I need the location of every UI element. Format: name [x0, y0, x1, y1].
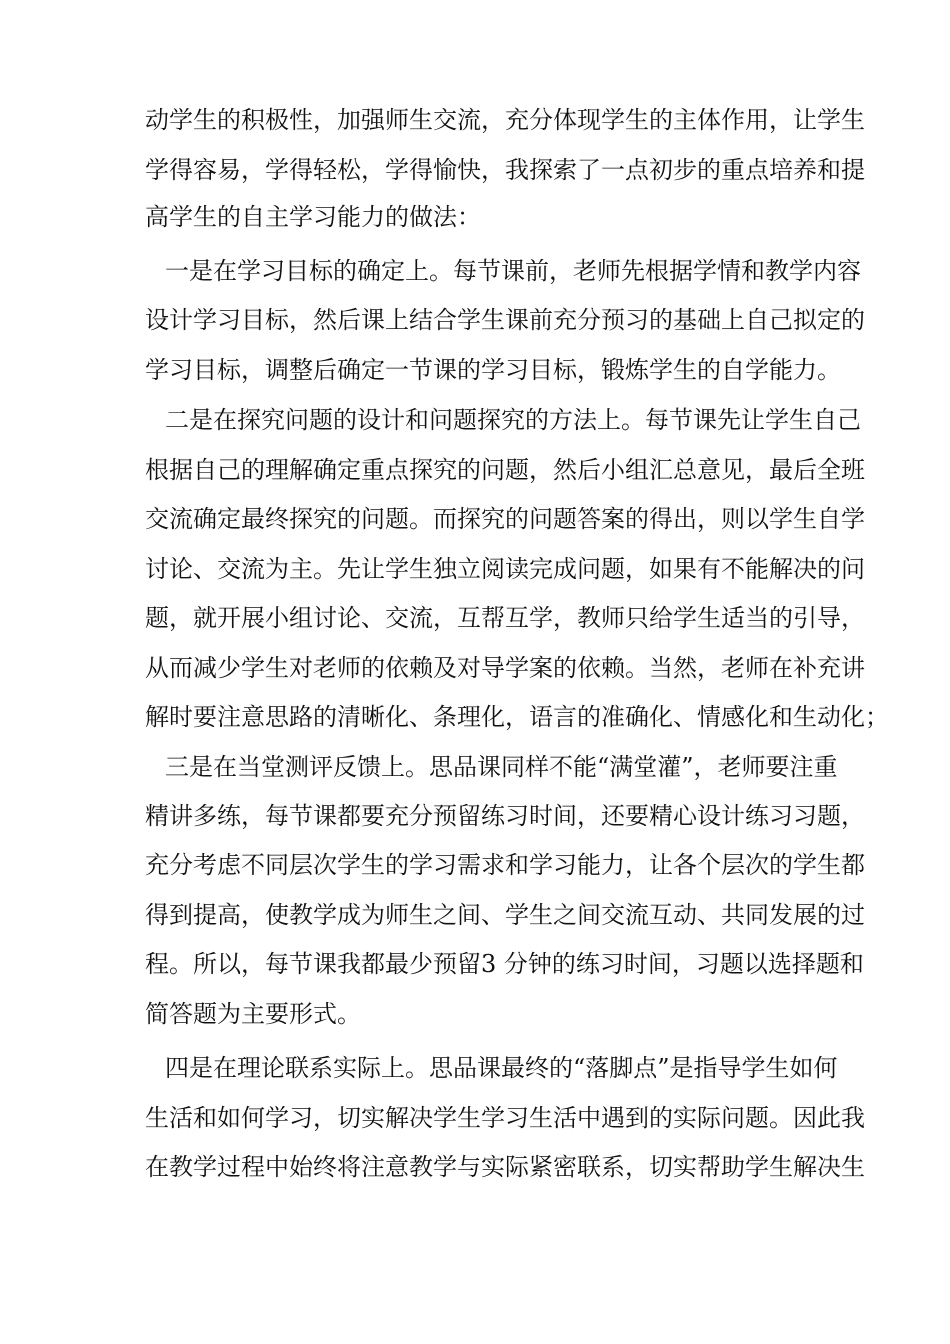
text-line-1: 动学生的积极性，加强师生交流，充分体现学生的主体作用，让学生 — [145, 106, 865, 134]
text-line-5: 设计学习目标，然后课上结合学生课前充分预习的基础上自己拟定的 — [145, 306, 865, 334]
text-line-21: 生活和如何学习，切实解决学生学习生活中遇到的实际问题。因此我 — [145, 1104, 865, 1132]
text-line-10: 讨论、交流为主。先让学生独立阅读完成问题，如果有不能解决的问 — [145, 555, 865, 583]
text-line-12: 从而减少学生对老师的依赖及对导学案的依赖。当然，老师在补充讲 — [145, 654, 865, 682]
text-line-9: 交流确定最终探究的问题。而探究的问题答案的得出，则以学生自学 — [145, 505, 865, 533]
text-line-13: 解时要注意思路的清晰化、条理化，语言的准确化、情感化和生动化； — [145, 703, 889, 731]
text-line-22: 在教学过程中始终将注意教学与实际紧密联系，切实帮助学生解决生 — [145, 1153, 865, 1181]
text-line-16: 充分考虑不同层次学生的学习需求和学习能力，让各个层次的学生都 — [145, 851, 865, 879]
text-line-4: 一是在学习目标的确定上。每节课前，老师先根据学情和教学内容 — [165, 257, 861, 285]
text-line-18: 程。所以，每节课我都最少预留3 分钟的练习时间，习题以选择题和 — [145, 950, 864, 978]
text-line-14: 三是在当堂测评反馈上。思品课同样不能“满堂灌”，老师要注重 — [165, 753, 838, 781]
text-line-8: 根据自己的理解确定重点探究的问题，然后小组汇总意见，最后全班 — [145, 456, 865, 484]
text-line-2: 学得容易，学得轻松，学得愉快，我探索了一点初步的重点培养和提 — [145, 156, 865, 184]
text-line-17: 得到提高，使教学成为师生之间、学生之间交流互动、共同发展的过 — [145, 901, 865, 929]
text-line-15: 精讲多练，每节课都要充分预留练习时间，还要精心设计练习习题， — [145, 802, 865, 830]
text-line-20: 四是在理论联系实际上。思品课最终的“落脚点”是指导学生如何 — [165, 1054, 838, 1082]
text-line-7: 二是在探究问题的设计和问题探究的方法上。每节课先让学生自己 — [165, 406, 861, 434]
text-line-19: 简答题为主要形式。 — [145, 1000, 361, 1028]
text-line-6: 学习目标，调整后确定一节课的学习目标，锻炼学生的自学能力。 — [145, 356, 841, 384]
text-line-11: 题，就开展小组讨论、交流，互帮互学，教师只给学生适当的引导， — [145, 604, 865, 632]
text-line-3: 高学生的自主学习能力的做法： — [145, 203, 481, 231]
